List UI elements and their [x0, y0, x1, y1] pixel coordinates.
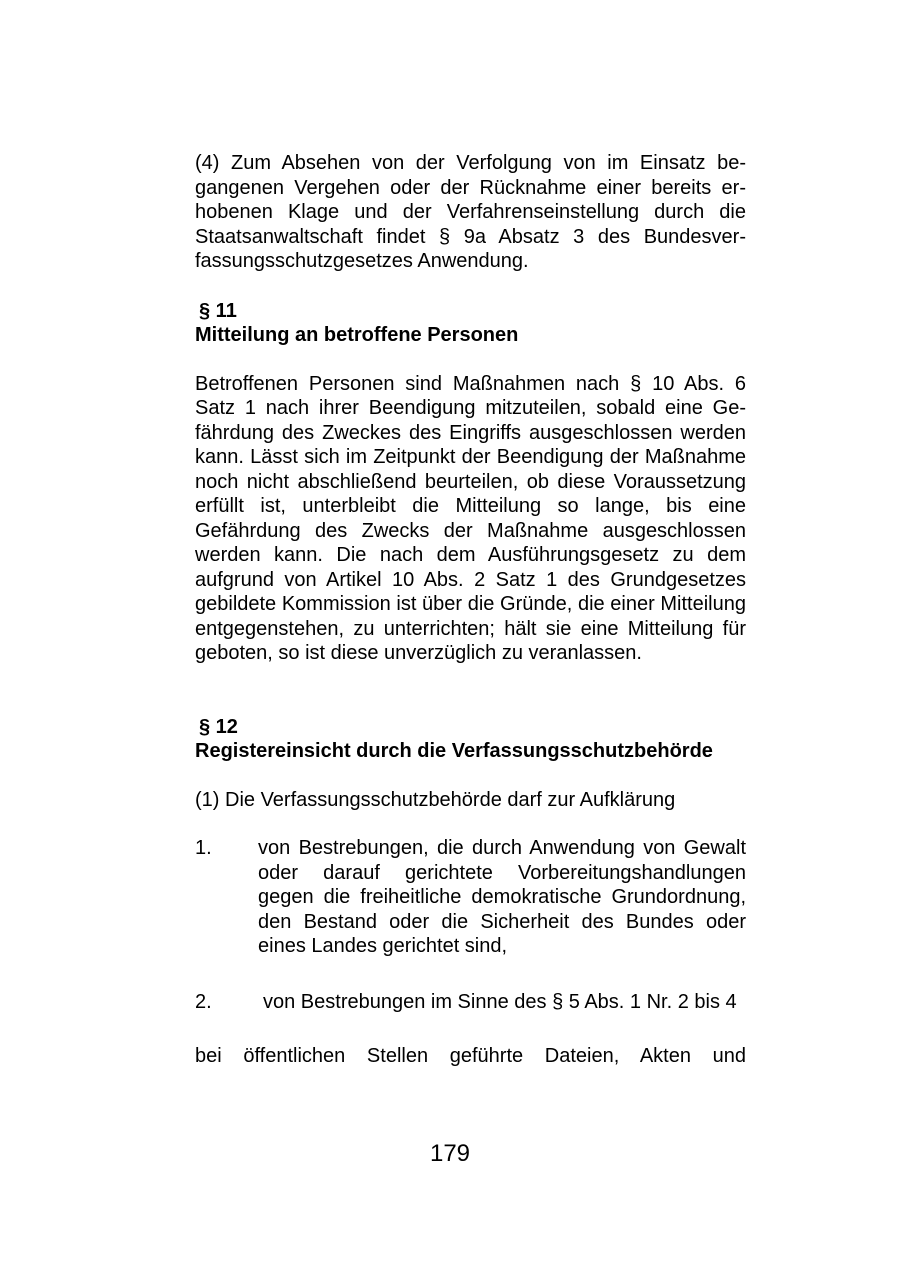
list-item-number: 2.	[195, 990, 212, 1013]
section-12-continuation: bei öffentlichen Stellen geführte Dateien, Akten und	[195, 1045, 746, 1067]
text-column	[195, 151, 746, 1069]
list-item-text: von Bestrebungen im Sinne des § 5 Abs. 1 Nr. 2 bis 4	[263, 990, 737, 1013]
section-11-body: Betroffenen Personen sind Maßnahmen nach § 10 Abs. 6 Satz 1 nach ihrer Beendigung mitzuteilen, sobald eine Gefährdung des Zweckes des Eingriffs ausgeschlossen werden kann. Lässt sich im Zeitpunkt der Beendigung der Maßnahme noch nicht abschließend beurteilen, ob diese Voraussetzung erfüllt ist, unterbleibt die Mitteilung so lange, bis eine Gefährdung des Zwecks der Maßnahme ausgeschlossen werden kann. Die nach dem Ausführungsgesetz zu dem aufgrund von Artikel 10 Abs. 2 Satz 1 des Grundgesetzes gebildete Kommission ist über die Gründe, die einer Mitteilung entgegenstehen, zu unterrichten; hält sie eine Mitteilung für geboten, so ist diese unverzüglich zu veranlassen.	[195, 372, 746, 664]
list-item-number: 1.	[195, 837, 212, 859]
section-12	[195, 715, 746, 1069]
section-11-title: Mitteilung an betroffene Personen	[195, 324, 519, 346]
list-item-text: von Bestrebungen, die durch Anwendung von Gewalt oder darauf gerichtete Vorbereitungshandlungen gegen die freiheitliche demokratische Grundordnung, den Bestand oder die Sicherheit des Bundes oder eines Landes gerichtet sind,	[258, 837, 746, 957]
page-number: 179	[429, 1140, 471, 1167]
list-item	[195, 836, 746, 959]
list-item	[195, 990, 746, 1015]
section-12-title: Registereinsicht durch die Verfassungsschutzbehörde	[195, 740, 713, 762]
section-10-paragraph-4: (4) Zum Absehen von der Verfolgung von im Einsatz begangenen Vergehen oder der Rücknahme einer bereits erhobenen Klage und der Verfahrenseinstellung durch die Staatsanwaltschaft findet § 9a Absatz 3 des Bundesverfassungsschutzgesetzes Anwendung.	[195, 152, 746, 272]
section-11	[195, 299, 746, 666]
section-11-number: § 11	[199, 299, 237, 322]
section-12-number: § 12	[199, 715, 238, 738]
section-12-intro: (1) Die Verfassungsschutzbehörde darf zur Aufklärung	[195, 788, 676, 811]
